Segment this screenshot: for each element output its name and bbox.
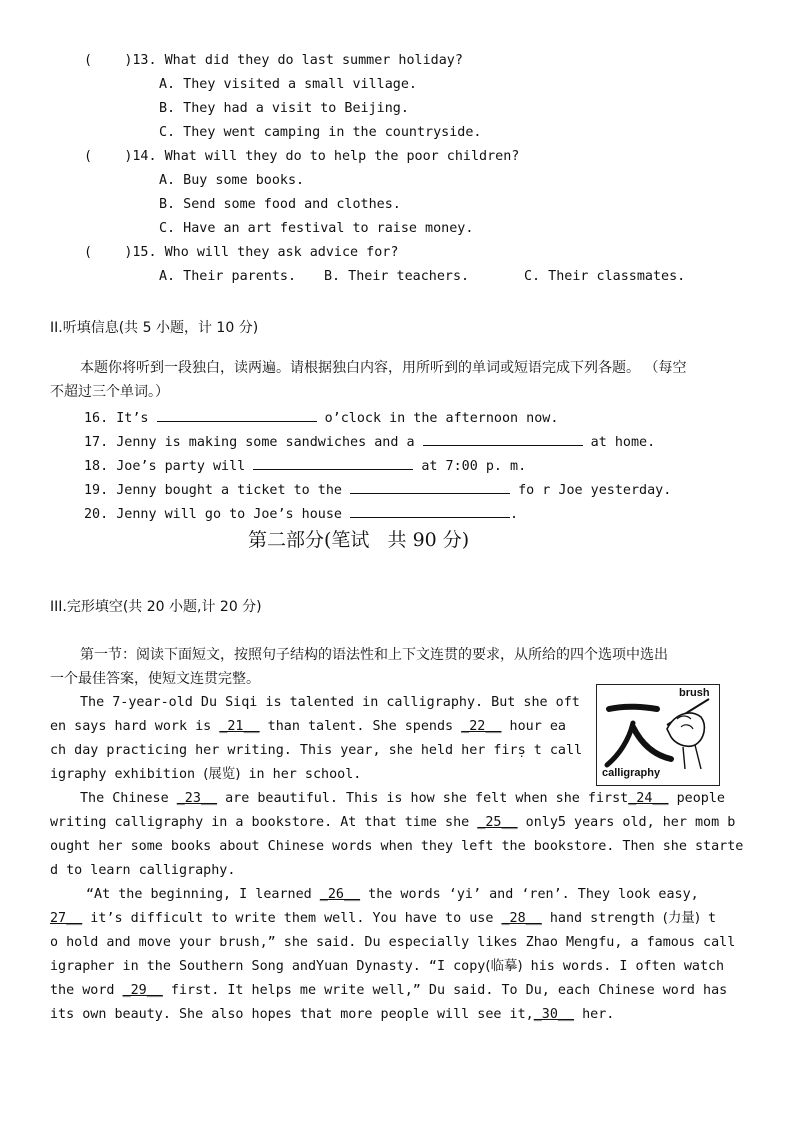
passage-line	[50, 813, 735, 833]
passage-line	[80, 789, 725, 809]
blank-29[interactable]: _29__	[122, 983, 163, 998]
question-15	[84, 243, 398, 263]
question-text: Who will they ask advice for?	[164, 245, 399, 260]
passage-text: the word	[50, 983, 123, 998]
item-text: at home.	[590, 435, 656, 450]
answer-paren-open: (	[84, 149, 93, 164]
option: B. They had a visit to Beijing.	[159, 101, 409, 116]
passage-text: it’s difficult to write them well. You have to use	[82, 911, 502, 926]
passage-text: the words ‘yi’ and ‘ren’. They look easy,	[360, 887, 699, 902]
passage-line	[50, 909, 716, 929]
passage-line	[50, 957, 724, 977]
item-number: 20.	[84, 507, 109, 522]
fill-item-18	[84, 455, 526, 477]
answer-paren-open: (	[84, 245, 93, 260]
item-text: .	[510, 507, 519, 522]
item-text: Jenny bought a ticket to the	[116, 483, 342, 498]
option: C. Have an art festival to raise money.	[159, 221, 474, 236]
passage-text: en says hard work is	[50, 719, 220, 734]
answer-blank[interactable]	[157, 407, 317, 422]
question-text: What will they do to help the poor children?	[164, 149, 520, 164]
passage-text: “At the beginning, I learned	[86, 887, 320, 902]
passage-text: writing calligraphy in a bookstore. At that time she	[50, 815, 478, 830]
instruction: 不超过三个单词。）	[50, 384, 169, 400]
instruction: 本题你将听到一段独白，读两遍。请根据独白内容，用所听到的单词或短语完成下列各题。 （每空	[80, 360, 687, 376]
item-text: at 7:00 p. m.	[421, 459, 527, 474]
figure-label: calligraphy	[602, 767, 661, 779]
passage-line	[50, 981, 727, 1001]
part-title: 第二部分(笔试 共 90 分)	[248, 529, 470, 551]
item-text: o’clock in the afternoon now.	[324, 411, 559, 426]
passage-gloss: (临摹)	[485, 959, 523, 974]
item-number: 19.	[84, 483, 109, 498]
calligraphy-figure	[596, 684, 720, 786]
option: B. Send some food and clothes.	[159, 197, 401, 212]
answer-blank[interactable]	[423, 431, 583, 446]
item-text: Joe’s party will	[116, 459, 246, 474]
blank-27[interactable]: 27__	[50, 911, 83, 926]
answer-blank[interactable]	[253, 455, 413, 470]
item-text: Jenny will go to Joe’s house	[116, 507, 342, 522]
question-13	[84, 51, 463, 71]
instruction: 第一节：阅读下面短文，按照句子结构的语法性和上下文连贯的要求，从所给的四个选项中选出	[80, 647, 668, 663]
blank-21[interactable]: _21__	[219, 719, 260, 734]
answer-blank[interactable]	[350, 479, 510, 494]
blank-22[interactable]: _22__	[461, 719, 502, 734]
item-text: Jenny is making some sandwiches and a	[116, 435, 415, 450]
question-text: What did they do last summer holiday?	[164, 53, 463, 68]
passage-line	[50, 1005, 614, 1025]
passage-line	[50, 717, 566, 737]
item-number: 16.	[84, 411, 109, 426]
passage-text: in her school.	[240, 767, 362, 782]
passage-text: first. It helps me write well,” Du said. To Du, each Chinese word has	[162, 983, 728, 998]
passage-gloss: (力量)	[662, 911, 700, 926]
item-number: 18.	[84, 459, 109, 474]
blank-23[interactable]: _23__	[176, 791, 218, 806]
option: A. They visited a small village.	[159, 77, 417, 92]
passage-text: hand strength	[541, 911, 663, 926]
answer-paren-open: (	[84, 53, 93, 68]
passage-line: o hold and move your brush,” she said. Du especially likes Zhao Mengfu, a famous call	[50, 935, 736, 950]
passage-text: The Chinese	[80, 791, 177, 806]
passage-text: its own beauty. She also hopes that more people will see it,	[50, 1007, 534, 1022]
answer-paren-close: )	[124, 149, 133, 164]
answer-blank[interactable]	[350, 503, 510, 518]
passage-text: only5 years old, her mom b	[517, 815, 736, 830]
answer-paren-close: )	[124, 245, 133, 260]
figure-label: brush	[679, 687, 710, 699]
item-text: It’s	[116, 411, 149, 426]
fill-item-19	[84, 479, 671, 501]
passage-text: t	[699, 911, 717, 926]
question-number: 15.	[132, 245, 157, 260]
section-heading: II.听填信息(共 5 小题，计 10 分)	[50, 320, 259, 336]
option: C. They went camping in the countryside.	[159, 125, 482, 140]
question-number: 13.	[132, 53, 157, 68]
question-14	[84, 147, 519, 167]
blank-26[interactable]: _26__	[319, 887, 361, 902]
blank-24[interactable]: _24__	[628, 791, 669, 806]
passage-line	[86, 885, 699, 905]
passage-text: her.	[574, 1007, 615, 1022]
fill-item-20	[84, 503, 518, 525]
passage-text: igrapher in the Southern Song andYuan Dynasty. “I copy	[50, 959, 486, 974]
passage-text: igraphy exhibition	[50, 767, 204, 782]
passage-line: d to learn calligraphy.	[50, 863, 236, 878]
item-number: 17.	[84, 435, 109, 450]
fill-item-17	[84, 431, 655, 453]
passage-line: The 7-year-old Du Siqi is talented in calligraphy. But she oft	[80, 695, 580, 710]
blank-30[interactable]: _30__	[533, 1007, 575, 1022]
passage-text: are beautiful. This is how she felt when she first	[217, 791, 629, 806]
passage-text: hour ea	[501, 719, 566, 734]
option: B. Their teachers.	[324, 269, 470, 284]
passage-text: than talent. She spends	[259, 719, 462, 734]
option: A. Buy some books.	[159, 173, 305, 188]
question-number: 14.	[132, 149, 157, 164]
passage-line	[50, 765, 361, 785]
passage-line: ought her some books about Chinese words when they left the bookstore. Then she starte	[50, 839, 744, 854]
passage-text: people	[668, 791, 725, 806]
option: A. Their parents.	[159, 269, 297, 284]
passage-text: his words. I often watch	[522, 959, 725, 974]
answer-paren-close: )	[124, 53, 133, 68]
passage-line: ch day practicing her writing. This year, she held her firṣ t call	[50, 743, 583, 758]
option: C. Their classmates.	[524, 269, 686, 284]
blank-28[interactable]: _28__	[501, 911, 542, 926]
passage-gloss: (展览)	[203, 767, 241, 782]
blank-25[interactable]: _25__	[477, 815, 518, 830]
fill-item-16	[84, 407, 558, 429]
section-heading: III.完形填空(共 20 小题,计 20 分)	[50, 599, 262, 615]
item-text: fo r Joe yesterday.	[518, 483, 672, 498]
instruction: 一个最佳答案，使短文连贯完整。	[50, 671, 260, 687]
